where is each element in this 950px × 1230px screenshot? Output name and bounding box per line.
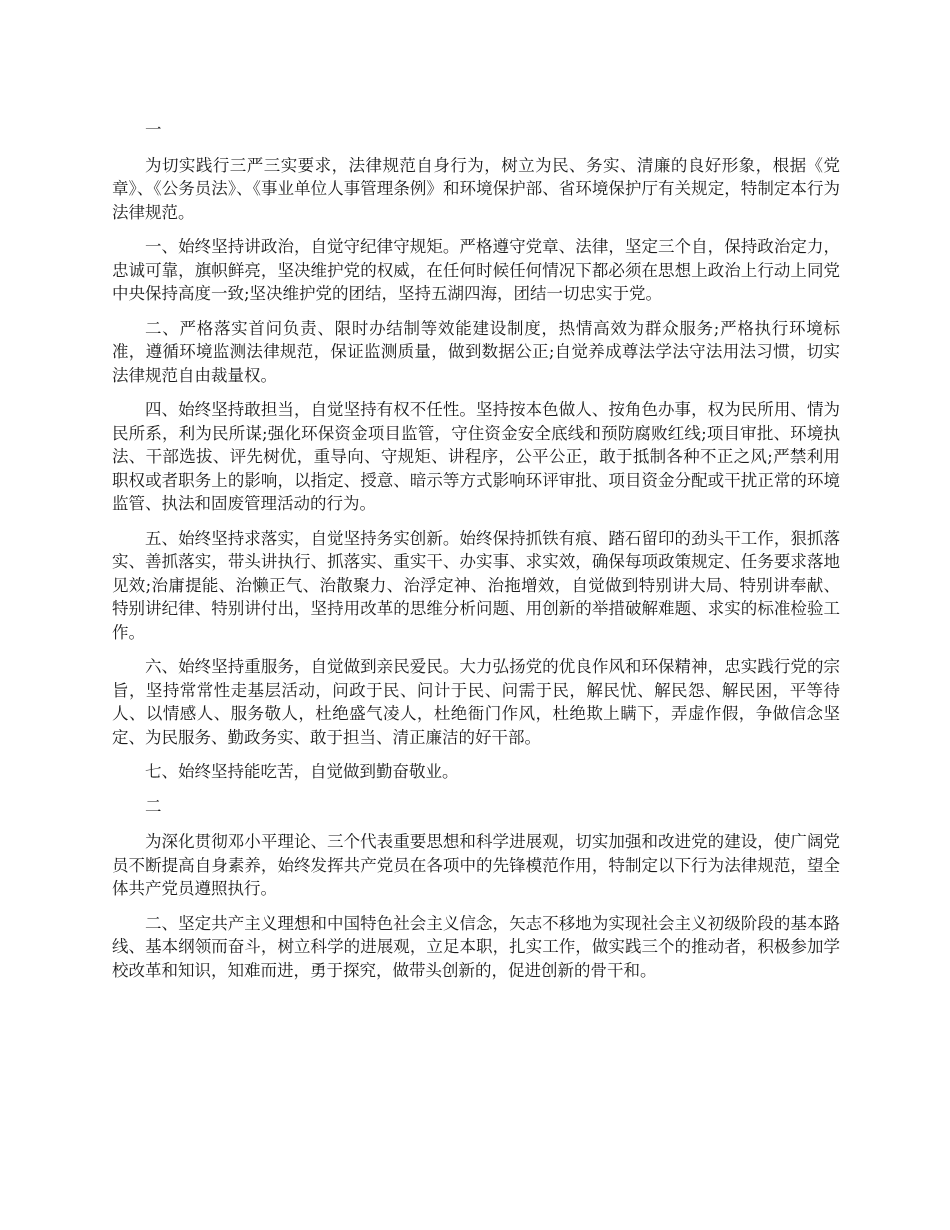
paragraph-intro-1: 为切实践行三严三实要求，法律规范自身行为，树立为民、务实、清廉的良好形象，根据《党章》、《公务员法》、《事业单位人事管理条例》和环境保护部、省环境保护厅有关规定，特制定本行为法律规范。	[112, 155, 840, 222]
paragraph-item-5: 五、始终坚持求落实，自觉坚持务实创新。始终保持抓铁有痕、踏石留印的劲头干工作，狠抓落实、善抓落实，带头讲执行、抓落实、重实干、办实事、求实效，确保每项政策规定、任务要求落地见效;治庸提能、治懒正气、治散聚力、治浮定神、治拖增效，自觉做到特别讲大局、特别讲奉献、特别讲纪律、特别讲付出，坚持用改革的思维分析问题、用创新的举措破解难题、求实的标准检验工作。	[112, 528, 840, 642]
paragraph-item-7: 七、始终坚持能吃苦，自觉做到勤奋敬业。	[145, 762, 459, 781]
document-body	[112, 118, 840, 993]
paragraph-item-2: 二、严格落实首问负责、限时办结制等效能建设制度，热情高效为群众服务;严格执行环境标准，遵循环境监测法律规范，保证监测质量，做到数据公正;自觉养成尊法学法守法用法习惯，切实法律规范自由裁量权。	[112, 318, 840, 385]
section-heading-2: 二	[145, 796, 162, 816]
paragraph-item-1: 一、始终坚持讲政治，自觉守纪律守规矩。严格遵守党章、法律，坚定三个自，保持政治定力，忠诚可靠，旗帜鲜亮，坚决维护党的权威，在任何时候任何情况下都必须在思想上政治上行动上同党中央保持高度一致;坚决维护党的团结，坚持五湖四海，团结一切忠实于党。	[112, 237, 840, 303]
paragraph-item-6: 六、始终坚持重服务，自觉做到亲民爱民。大力弘扬党的优良作风和环保精神，忠实践行党的宗旨，坚持常常性走基层活动，问政于民、问计于民、问需于民，解民忧、解民怨、解民困，平等待人、以情感人、服务敬人，杜绝盛气凌人，杜绝衙门作风，杜绝欺上瞒下，弄虚作假，争做信念坚定、为民服务、勤政务实、敢于担当、清正廉洁的好干部。	[112, 657, 840, 747]
paragraph-item-2-2: 二、坚定共产主义理想和中国特色社会主义信念，矢志不移地为实现社会主义初级阶段的基本路线、基本纲领而奋斗，树立科学的进展观，立足本职，扎实工作，做实践三个的推动者，积极参加学校改革和知识，知难而进，勇于探究，做带头创新的，促进创新的骨干和。	[112, 913, 840, 980]
paragraph-item-4: 四、始终坚持敢担当，自觉坚持有权不任性。坚持按本色做人、按角色办事，权为民所用、情为民所系，利为民所谋;强化环保资金项目监管，守住资金安全底线和预防腐败红线;项目审批、环境执法、干部选拔、评先树优，重导向、守规矩、讲程序，公平公正，敢于抵制各种不正之风;严禁利用职权或者职务上的影响，以指定、授意、暗示等方式影响环评审批、项目资金分配或干扰正常的环境监管、执法和固废管理活动的行为。	[112, 400, 840, 513]
paragraph-intro-2: 为深化贯彻邓小平理论、三个代表重要思想和科学进展观，切实加强和改进党的建设，使广阔党员不断提高自身素养，始终发挥共产党员在各项中的先锋模范作用，特制定以下行为法律规范，望全体共产党员遵照执行。	[112, 832, 840, 898]
section-heading-1: 一	[145, 120, 162, 139]
